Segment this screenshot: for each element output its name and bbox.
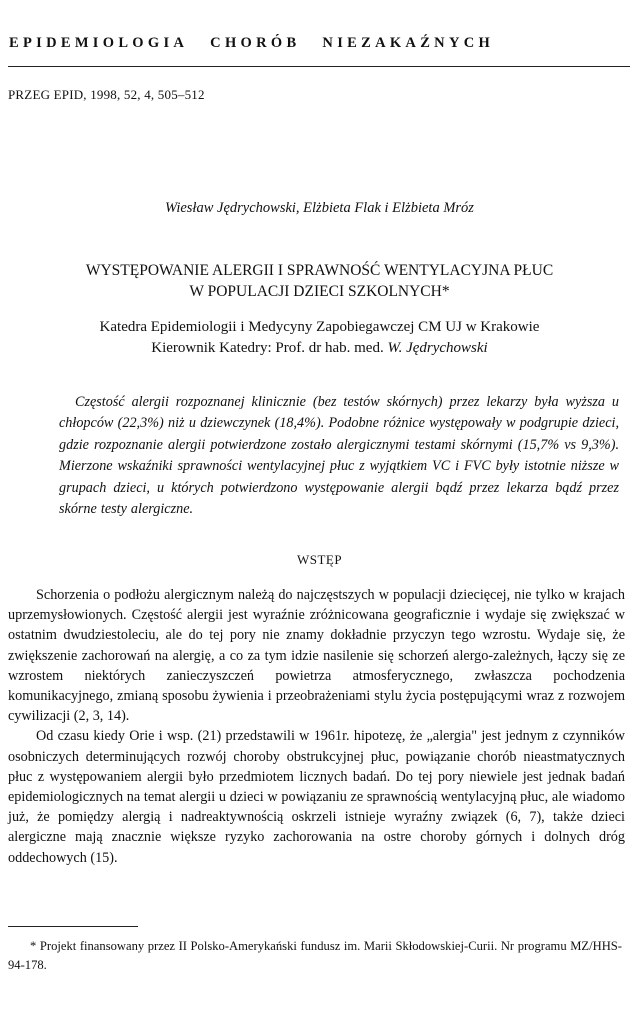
affiliation-line-2 — [0, 338, 639, 359]
section-heading-intro: WSTĘP — [296, 552, 343, 567]
abstract: Częstość alergii rozpoznanej klinicznie (bez testów skórnych) przez lekarzy była wyższa u chłopców (22,3%) niż u dziewczynek (18,4%). Podobne różnice występowały w podgrupie dzieci, gdzie rozpoznanie alergii potwierdzone zostało alergicznymi testami skórnymi (15,7% vs 9,3%). Mierzone wskaźniki sprawności wentylacyjnej płuc z wyjątkiem VC i FVC były istotnie niższe w grupach dzieci, u których potwierdzono występowanie alergii bądź przez lekarza bądź przez skórne testy alergiczne. — [59, 394, 619, 518]
affiliation-head-label: Kierownik Katedry: Prof. dr hab. med. — [151, 340, 388, 356]
title-line-1: WYSTĘPOWANIE ALERGII I SPRAWNOŚĆ WENTYLACYJNA PŁUC — [85, 262, 554, 279]
header-word-chorob: CHORÓB — [210, 35, 301, 51]
affiliation-head-name: W. Jędrychowski — [387, 340, 488, 356]
article-title — [0, 260, 639, 302]
affiliation-line-1: Katedra Epidemiologii i Medycyny Zapobiegawczej CM UJ w Krakowie — [99, 319, 540, 335]
paragraph-2: Od czasu kiedy Orie i wsp. (21) przedstawili w 1961r. hipotezę, że „alergia" jest jednym z czynników osobniczych determinujących rozwój choroby obstrukcyjnej płuc, powiązanie chorób nieastmatycznych płuc z występowaniem alergii było przedmiotem licznych badań. Do tej pory niewiele jest jednak badań epidemiologicznych na temat alergii u dzieci w powiązaniu ze sprawnością wentylacyjną płuc, ale wiadomo już, że pomiędzy alergią i nadreaktywnością oskrzeli istnieje wyraźny związek (6, 7), także dzieci alergiczne mają znacznie większe ryzyko zachorowania na ostre choroby górnych i dolnych dróg oddechowych (15). — [8, 728, 625, 866]
journal-citation: PRZEG EPID, 1998, 52, 4, 505–512 — [8, 87, 205, 102]
article-authors: Wiesław Jędrychowski, Elżbieta Flak i Elżbieta Mróz — [165, 200, 474, 216]
affiliation — [0, 317, 639, 359]
header-rule — [8, 66, 630, 67]
header-word-epidemiologia: EPIDEMIOLOGIA — [9, 35, 189, 51]
journal-section-header — [9, 35, 629, 52]
footnote: * Projekt finansowany przez II Polsko-Amerykański fundusz im. Marii Skłodowskiej-Curii. Nr programu MZ/HHS-94-178. — [8, 939, 622, 972]
header-word-niezakaznych: NIEZAKAŹNYCH — [322, 35, 495, 51]
footnote-rule — [8, 926, 138, 927]
body-text — [8, 585, 625, 868]
title-line-2: W POPULACJI DZIECI SZKOLNYCH* — [189, 283, 450, 300]
paragraph-1: Schorzenia o podłożu alergicznym należą do najczęstszych w populacji dziecięcej, nie tylko w krajach uprzemysłowionych. Częstość alergii jest wyraźnie zróżnicowana geograficznie i wydaje się zwiększać w ostatnim dwudziestoleciu, ale do tej pory nie znamy dokładnie przyczyn tego wzrostu. Wydaje się, że zwiększenie zachorowań na alergię, a co za tym idzie nasilenie się schorzeń alergo-zależnych, łączy się ze wzrostem niektórych zanieczyszczeń powietrza atmosferycznego, zwłaszcza pochodzenia komunikacyjnego, zmianą sposobu żywienia i przeobrażeniami stylu życia postępującymi wraz z rozwojem cywilizacji (2, 3, 14). — [8, 587, 625, 725]
